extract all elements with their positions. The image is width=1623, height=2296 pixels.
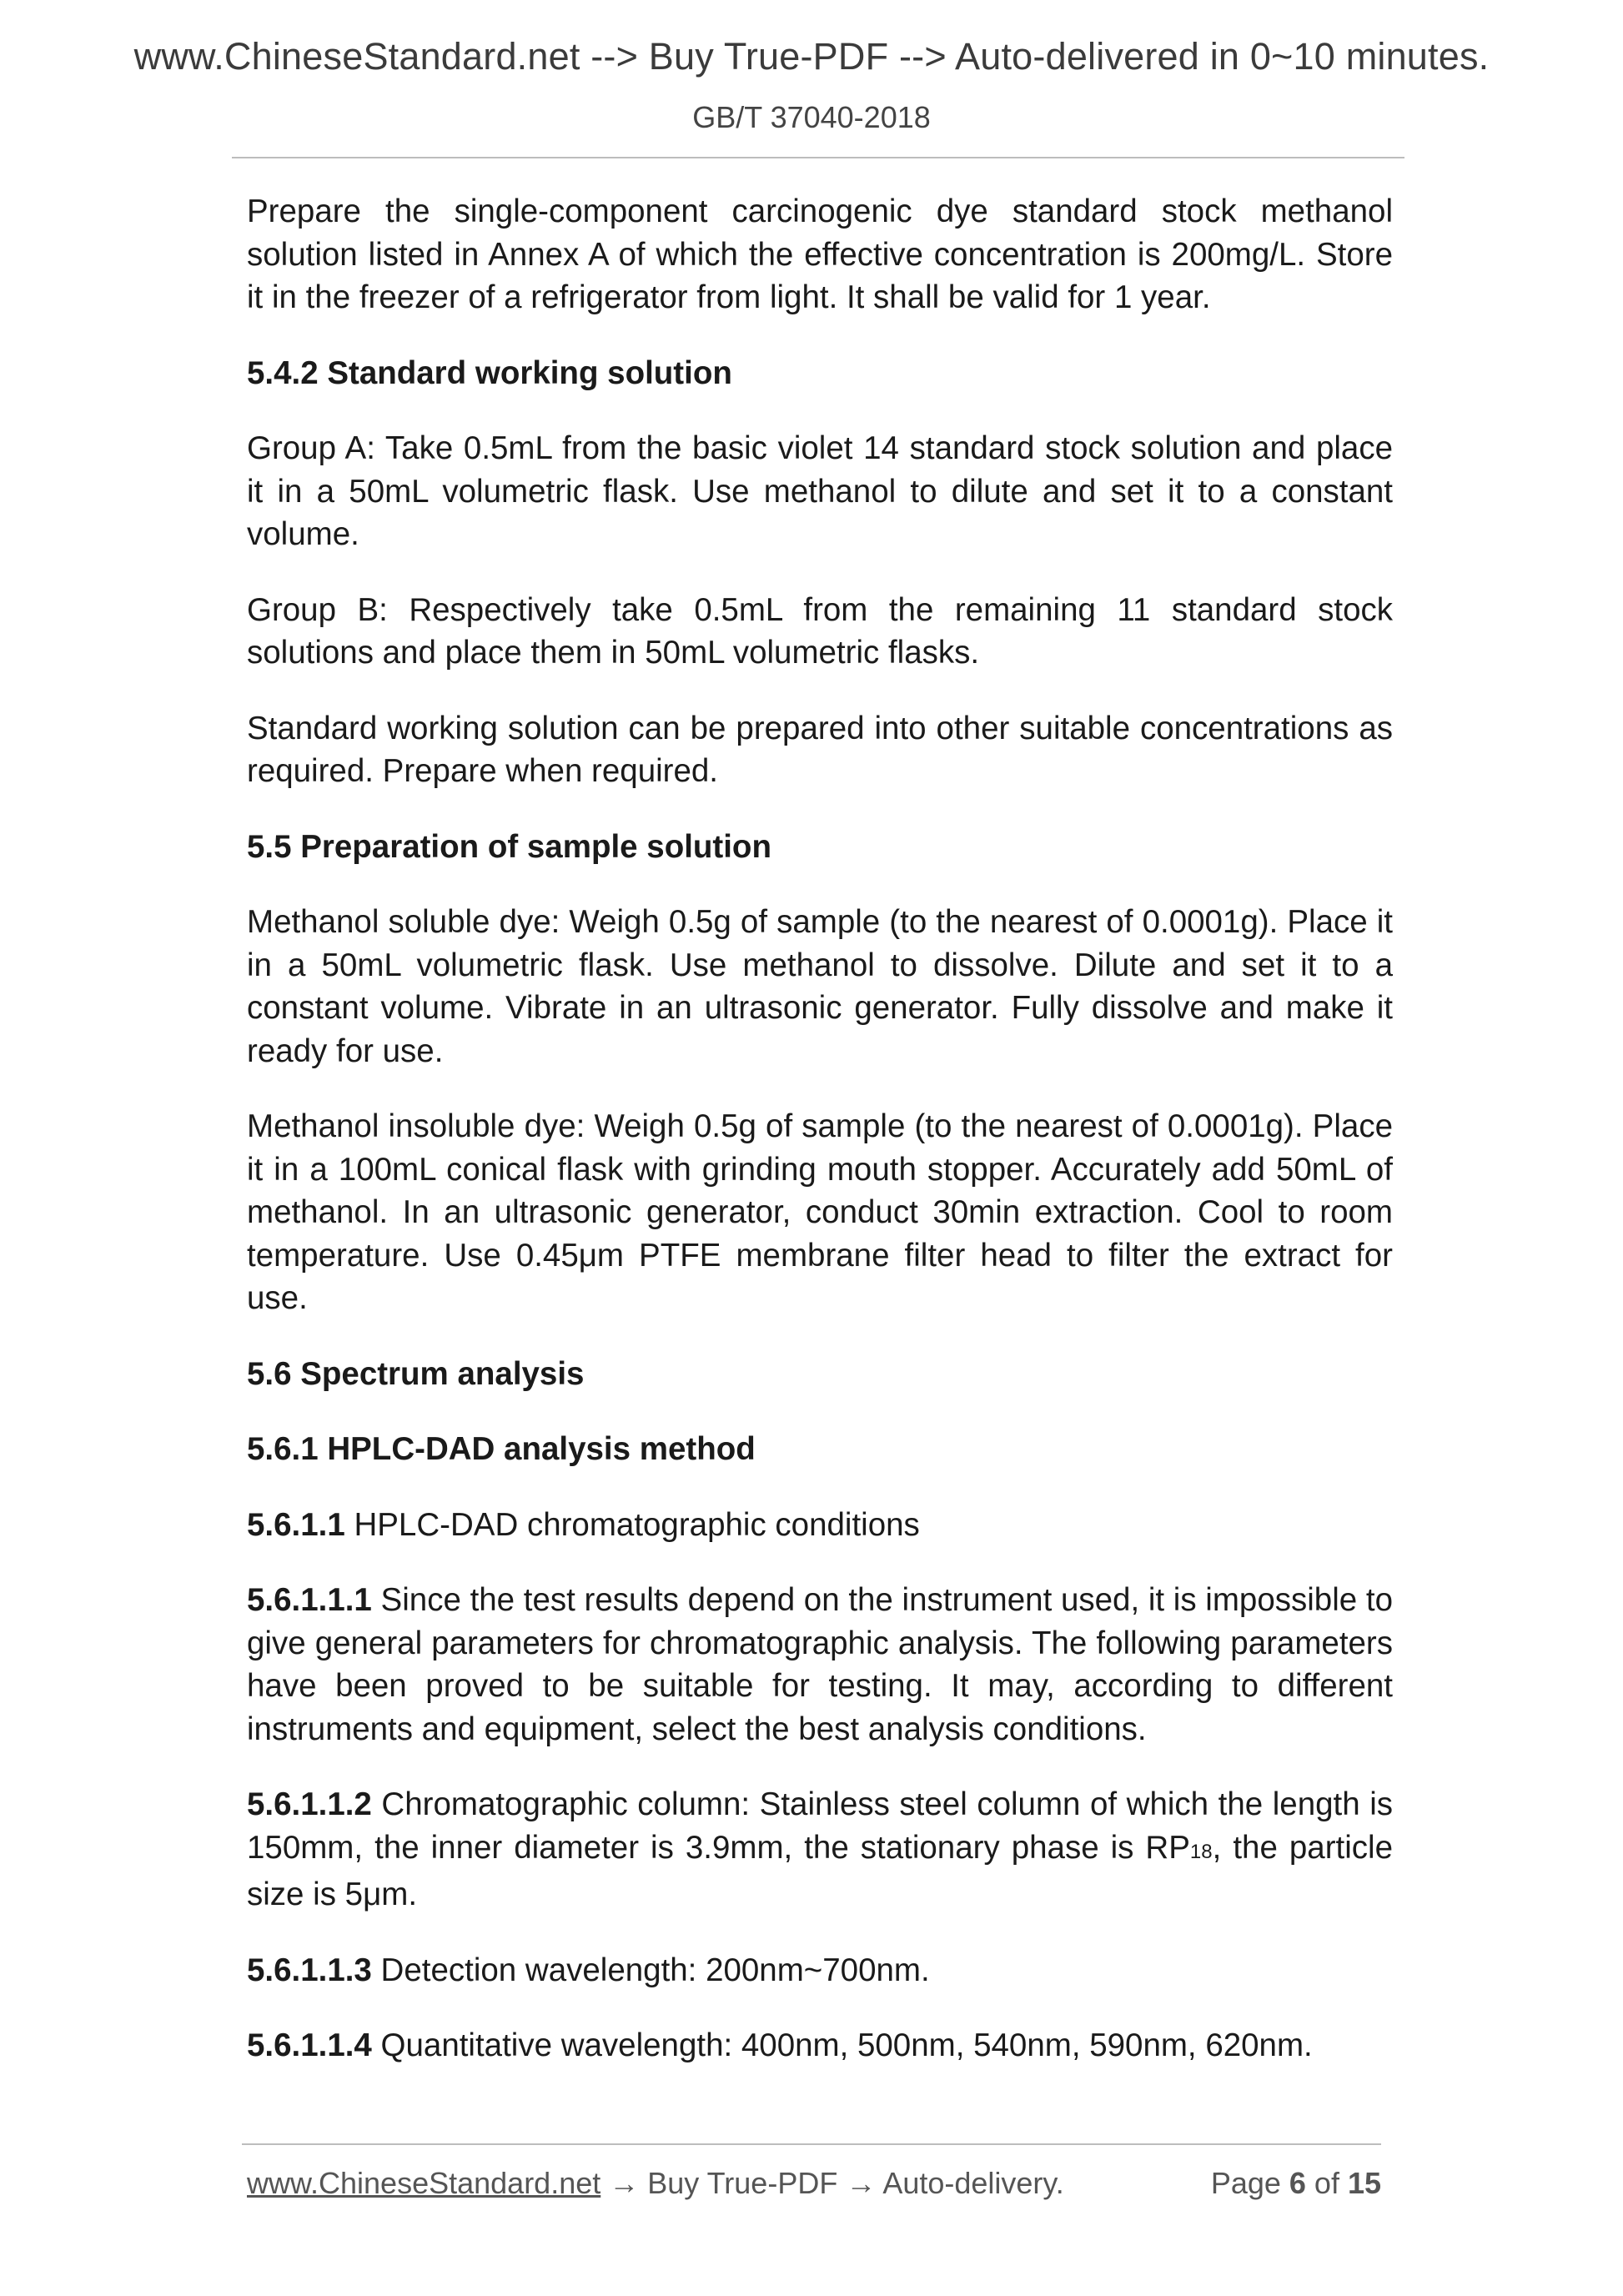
clause-text: Since the test results depend on the instrument used, it is impossible to give general parameters for chromatographic analysis. The following parameters have been proved to be suitable for testing. It may, according to different instruments and equipment, select the best analysis conditions. [247,1582,1393,1747]
paragraph-group-b: Group B: Respectively take 0.5mL from the remaining 11 standard stock solutions and place them in 50mL volumetric flasks. [247,591,1393,671]
footer-tagline: → Buy True-PDF → Auto-delivery. [600,2166,1064,2200]
page-label: Page [1210,2166,1289,2200]
page-total: 15 [1347,2166,1381,2200]
heading-5-5: 5.5 Preparation of sample solution [247,828,771,865]
paragraph-stock-solution: Prepare the single-component carcinogenic dye standard stock methanol solution listed in Annex A of which the effective concentration is 200mg/L. Store it in the freezer of a refrigerator from light. It shall be valid for 1 year. [247,193,1393,315]
page-footer [247,2166,1381,2201]
clause-text-continued: , the particle size is 5μm. [247,1829,1393,1912]
clause-5-6-1-1-4 [247,2024,1393,2067]
paragraph-group-a: Group A: Take 0.5mL from the basic violet 14 standard stock solution and place it in a 50mL volumetric flask. Use methanol to dilute and set it to a constant volume. [247,430,1393,552]
paragraph-insoluble-dye: Methanol insoluble dye: Weigh 0.5g of sample (to the nearest of 0.0001g). Place it in a 100mL conical flask with grinding mouth stopper. Accurately add 50mL of methanol. In an ultrasonic generator, conduct 30min extraction. Cool to room temperature. Use 0.45μm PTFE membrane filter head to filter the extract for use. [247,1108,1393,1316]
top-banner: www.ChineseStandard.net --> Buy True-PDF --> Auto-delivered in 0~10 minutes. [133,35,1490,78]
of-label: of [1305,2166,1348,2200]
footer-divider [242,2143,1381,2145]
clause-5-6-1-1-3 [247,1949,1393,1992]
document-body [247,190,1393,2100]
page-number: 6 [1289,2166,1306,2200]
paragraph-soluble-dye: Methanol soluble dye: Weigh 0.5g of sample (to the nearest of 0.0001g). Place it in a 50mL volumetric flask. Use methanol to dissolve. Dilute and set it to a constant volume. Vibrate in an ultrasonic generator. Fully dissolve and make it ready for use. [247,904,1393,1069]
page-indicator [1211,2166,1381,2201]
clause-text: HPLC-DAD chromatographic conditions [344,1506,920,1543]
clause-number: 5.6.1.1.3 [247,1952,372,1988]
clause-number: 5.6.1.1.4 [247,2027,372,2063]
subscript-18: 18 [1189,1840,1213,1863]
heading-5-6: 5.6 Spectrum analysis [247,1355,585,1392]
clause-text: Chromatographic column: Stainless steel column of which the length is 150mm, the inner diameter is 3.9mm, the stationary phase is RP [247,1786,1393,1866]
clause-number: 5.6.1.1.2 [247,1786,372,1822]
clause-5-6-1-1 [247,1504,1393,1547]
clause-text: Detection wavelength: 200nm~700nm. [371,1952,930,1988]
document-code: GB/T 37040-2018 [692,100,931,134]
footer-website-link[interactable]: www.ChineseStandard.net [247,2166,601,2200]
heading-5-4-2: 5.4.2 Standard working solution [247,354,732,391]
clause-text: Quantitative wavelength: 400nm, 500nm, 540nm, 590nm, 620nm. [371,2027,1313,2063]
clause-number: 5.6.1.1 [247,1506,345,1543]
header-divider [232,157,1404,158]
heading-5-6-1: 5.6.1 HPLC-DAD analysis method [247,1431,756,1467]
clause-5-6-1-1-2 [247,1783,1393,1917]
clause-5-6-1-1-1 [247,1579,1393,1751]
paragraph-working-solution: Standard working solution can be prepared into other suitable concentrations as required. Prepare when required. [247,710,1393,789]
clause-number: 5.6.1.1.1 [247,1582,372,1618]
